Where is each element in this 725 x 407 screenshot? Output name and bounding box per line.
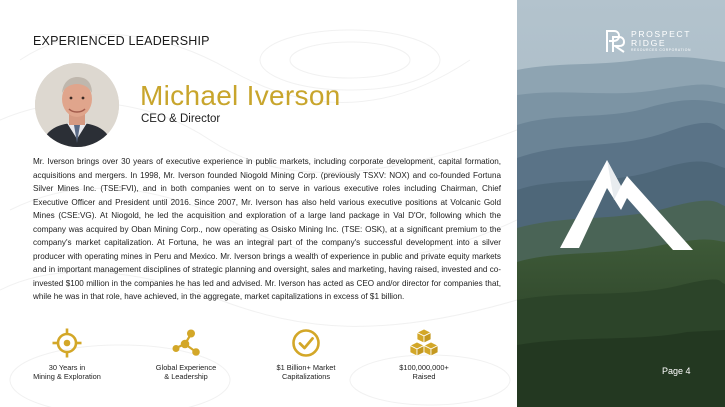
company-logo: [605, 29, 692, 58]
network-icon: [171, 328, 201, 358]
checkmark-circle-icon: [291, 328, 321, 358]
stat-market-cap: [251, 328, 361, 381]
person-name: Michael Iverson: [140, 80, 341, 111]
headshot-photo: [35, 63, 119, 147]
stat-years-experience: [12, 328, 122, 381]
stat-capital-raised: [369, 328, 479, 381]
target-icon: [52, 328, 82, 358]
stat-global-experience: [131, 328, 241, 381]
logo-text-line-3: RESOURCES CORPORATION: [631, 48, 692, 52]
logo-text-line-1: PROSPECT: [631, 29, 692, 39]
gold-bars-icon: [408, 328, 440, 358]
prospect-ridge-logo-icon: [605, 29, 627, 53]
mountain-landscape-image: [517, 0, 725, 407]
logo-text-line-2: RIDGE: [631, 38, 667, 48]
biography-text: Mr. Iverson brings over 30 years of executive experience in public markets, including corporate development, capital formation, acquisitions and mergers. In 1998, Mr. Iverson founded Niogold Mining Corp. (previously TSXV: NOX) and co-founded Fortuna Silver Mines Inc. (TSE:FVI), and in both companies went on to serve in various executive roles including Chairman, Chief Executive Officer and President until 2016. Since 2007, Mr. Iverson has also held various executive positions at Volcanic Gold Mines (CSE:VG). At Niogold, he led the acquisition and exploration of a large land package in Val D'Or, following which the company was acquired by Oban Mining Corp., now operating as Osisko Mining Inc. (TSE: OSK), at a significant premium to the company's market capitalization. At Fortuna, he was an integral part of the company's successful development into a silver producer with operating mines in Peru and Mexico. Mr. Iverson brings a wealth of experience in public and private equity markets and in important management disciplines of strategic planning and oversight, sales and marketing, having raised, invested and co-invested $100 million in the companies he has led and advised. Mr. Iverson has acted as CEO and/or director for companies that, while he was in that role, have achieved, in the aggregate, market capitalizations in excess of $1 billion.: [33, 157, 501, 301]
section-title: EXPERIENCED LEADERSHIP: [33, 34, 210, 48]
mountain-photo-panel: [517, 0, 725, 407]
stat-label: $1 Billion+ Market Capitalizations: [276, 363, 336, 381]
person-role: CEO & Director: [141, 113, 221, 125]
stat-label: Global Experience & Leadership: [155, 363, 217, 381]
stat-label: 30 Years in Mining & Exploration: [33, 363, 101, 381]
stat-label: $100,000,000+ Raised: [399, 363, 449, 381]
page-number: Page 4: [662, 366, 691, 376]
